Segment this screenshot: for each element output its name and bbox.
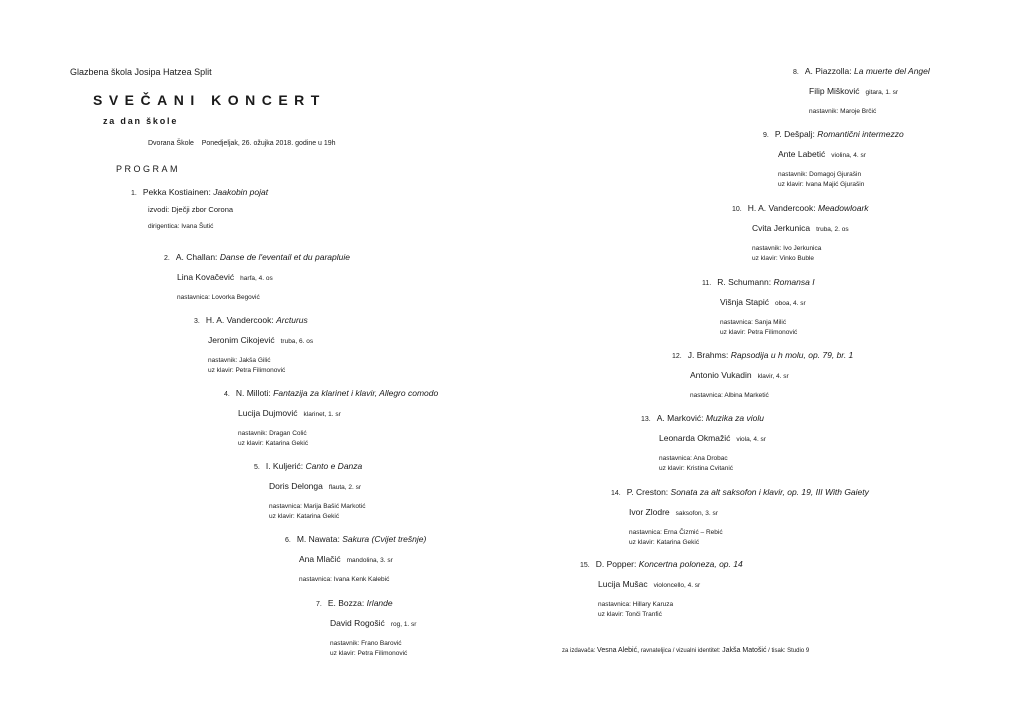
work-title: Rapsodija u h molu, op. 79, br. 1: [730, 350, 854, 360]
instrument-class: mandolina, 3. sr: [346, 557, 393, 564]
performer-name: Ivor Zlodre: [629, 507, 670, 517]
item-number: 14.: [611, 490, 621, 497]
work-title: Muzika za violu: [705, 413, 764, 423]
composer: P. Creston:: [626, 487, 669, 497]
composer: A. Challan:: [175, 252, 218, 262]
item-number: 4.: [224, 391, 230, 398]
composer: N. Milloti:: [235, 388, 271, 398]
accompanist: uz klavir: Petra Filimonović: [720, 329, 798, 336]
item-number: 7.: [316, 601, 322, 608]
conductor-line: dirigentica: Ivana Šutić: [148, 223, 214, 230]
accompanist: uz klavir: Katarina Gekić: [629, 539, 700, 546]
publisher-role: ravnateljica: [640, 648, 672, 654]
program-item-3: [194, 315, 313, 376]
program-label: PROGRAM: [116, 164, 181, 174]
program-item-2: [164, 252, 350, 303]
credits-line: [562, 647, 809, 654]
performer-name: Doris Delonga: [269, 481, 323, 491]
teacher: nastavnik: Frano Barović: [330, 640, 402, 647]
instrument-class: klarinet, 1. sr: [303, 411, 341, 418]
item-number: 12.: [672, 353, 682, 360]
composer: R. Schumann:: [717, 277, 772, 287]
item-number: 15.: [580, 562, 590, 569]
item-number: 8.: [793, 69, 799, 76]
item-number: 11.: [702, 280, 712, 287]
program-item-9: [763, 129, 904, 190]
item-number: 6.: [285, 537, 291, 544]
composer: A. Piazzolla:: [804, 66, 852, 76]
program-item-5: [254, 461, 365, 522]
work-title: Sakura (Cvijet trešnje): [342, 534, 427, 544]
accompanist: uz klavir: Vinko Buble: [752, 255, 815, 262]
work-title: La muerte del Angel: [854, 66, 930, 76]
accompanist: uz klavir: Petra Filimonović: [330, 650, 408, 657]
program-item-14: [611, 487, 869, 548]
instrument-class: truba, 2. os: [816, 226, 849, 233]
composer: H. A. Vandercook:: [747, 203, 816, 213]
composer: Pekka Kostiainen:: [142, 187, 211, 197]
school-name: Glazbena škola Josipa Hatzea Split: [70, 67, 212, 77]
work-title: Jaakobin pojat: [213, 187, 269, 197]
performer-name: Lucija Mušac: [598, 579, 648, 589]
program-item-13: [641, 413, 766, 474]
teacher: nastavnik: Ivo Jerkunica: [752, 245, 822, 252]
program-item-6: [285, 534, 426, 585]
program-item-7: [316, 598, 416, 659]
performer-name: Lina Kovačević: [177, 272, 235, 282]
accompanist: uz klavir: Kristina Cvitanić: [659, 465, 734, 472]
item-number: 13.: [641, 416, 651, 423]
venue-date: Dvorana Škole Ponedjeljak, 26. ožujka 2018. godine u 19h: [148, 140, 336, 147]
work-title: Romantični intermezzo: [817, 129, 904, 139]
instrument-class: truba, 6. os: [280, 338, 314, 345]
work-title: Danse de l'eventail et du parapluie: [219, 252, 350, 262]
instrument-class: gitara, 1. sr: [865, 89, 899, 96]
program-item-12: [672, 350, 853, 401]
work-title: Fantazija za klarinet i klavir, Allegro comodo: [273, 388, 439, 398]
instrument-class: violina, 4. sr: [831, 152, 866, 159]
performer-name: Antonio Vukadin: [690, 370, 752, 380]
work-title: Romansa I: [773, 277, 815, 287]
item-number: 9.: [763, 132, 769, 139]
composer: P. Dešpalj:: [774, 129, 815, 139]
accompanist: uz klavir: Tonči Tranfić: [598, 611, 662, 618]
item-number: 5.: [254, 464, 260, 471]
teacher: nastavnica: Sanja Milić: [720, 319, 787, 326]
performer-name: Jeronim Cikojević: [208, 335, 275, 345]
accompanist: uz klavir: Katarina Gekić: [238, 440, 309, 447]
accompanist: uz klavir: Katarina Gekić: [269, 513, 340, 520]
program-item-15: [580, 559, 743, 620]
performer-name: Ante Labetić: [778, 149, 826, 159]
composer: A. Marković:: [656, 413, 704, 423]
teacher: nastavnica: Erna Čizmić – Rebić: [629, 529, 723, 536]
program-item-11: [702, 277, 815, 338]
teacher: nastavnica: Ivana Kenk Kalebić: [299, 576, 390, 583]
program-item-1: [131, 187, 268, 230]
program-item-10: [732, 203, 869, 264]
accompanist: uz klavir: Petra Filimonović: [208, 367, 286, 374]
publisher-label: za izdavača:: [562, 648, 596, 654]
teacher: nastavnica: Albina Marketić: [690, 392, 769, 399]
concert-title: SVEČANI KONCERT: [93, 92, 326, 108]
item-number: 3.: [194, 318, 200, 325]
performer-name: Filip Mišković: [809, 86, 860, 96]
teacher: nastavnica: Lovorka Begović: [177, 294, 260, 301]
composer: H. A. Vandercook:: [205, 315, 274, 325]
item-number: 1.: [131, 190, 137, 197]
work-title: Irlande: [366, 598, 393, 608]
composer: E. Bozza:: [327, 598, 365, 608]
performer-name: Cvita Jerkunica: [752, 223, 811, 233]
teacher: nastavnik: Jakša Gilić: [208, 357, 271, 364]
program-item-8: [793, 66, 930, 117]
print-credit: / tisak: Studio 9: [768, 648, 810, 654]
work-title: Arcturus: [276, 315, 308, 325]
instrument-class: violoncello, 4. sr: [653, 582, 701, 589]
teacher: nastavnica: Marija Bašić Markotić: [269, 503, 366, 510]
instrument-class: klavir, 4. sr: [757, 373, 789, 380]
program-item-4: [224, 388, 438, 449]
performer-name: Višnja Stapić: [720, 297, 769, 307]
composer: M. Nawata:: [296, 534, 340, 544]
visual-identity-name: Jakša Matošić: [722, 647, 767, 654]
work-title: Sonata za alt saksofon i klavir, op. 19, III With Gaiety: [670, 487, 869, 497]
composer: J. Brahms:: [687, 350, 729, 360]
teacher: nastavnik: Domagoj Gjurašin: [778, 171, 862, 178]
teacher: nastavnica: Ana Drobac: [659, 455, 728, 462]
performer-name: Lucija Dujmović: [238, 408, 298, 418]
work-title: Canto e Danza: [305, 461, 363, 471]
instrument-class: saksofon, 3. sr: [675, 510, 718, 517]
performer-name: Leonarda Okmažić: [659, 433, 731, 443]
performer-line: izvodi: Dječji zbor Corona: [148, 205, 234, 214]
instrument-class: viola, 4. sr: [736, 436, 766, 443]
instrument-class: rog, 1. sr: [390, 621, 417, 628]
performer-name: Ana Mlačić: [299, 554, 341, 564]
item-number: 2.: [164, 255, 170, 262]
work-title: Koncertna poloneza, op. 14: [638, 559, 743, 569]
performer-name: David Rogošić: [330, 618, 385, 628]
teacher: nastavnik: Maroje Brčić: [809, 108, 877, 115]
work-title: Meadowloark: [818, 203, 869, 213]
teacher: nastavnica: Hillary Karuza: [598, 601, 674, 608]
concert-subtitle: za dan škole: [103, 116, 179, 126]
instrument-class: flauta, 2. sr: [328, 484, 362, 491]
publisher-name: Vesna Alebić,: [597, 647, 640, 654]
instrument-class: oboa, 4. sr: [774, 300, 806, 307]
instrument-class: harfa, 4. os: [240, 275, 273, 282]
item-number: 10.: [732, 206, 742, 213]
composer: D. Popper:: [595, 559, 637, 569]
composer: I. Kuljerić:: [265, 461, 304, 471]
visual-label: / vizualni identitet:: [672, 648, 721, 654]
teacher: nastavnik: Dragan Colić: [238, 430, 307, 437]
accompanist: uz klavir: Ivana Majić Gjurašin: [778, 181, 865, 188]
